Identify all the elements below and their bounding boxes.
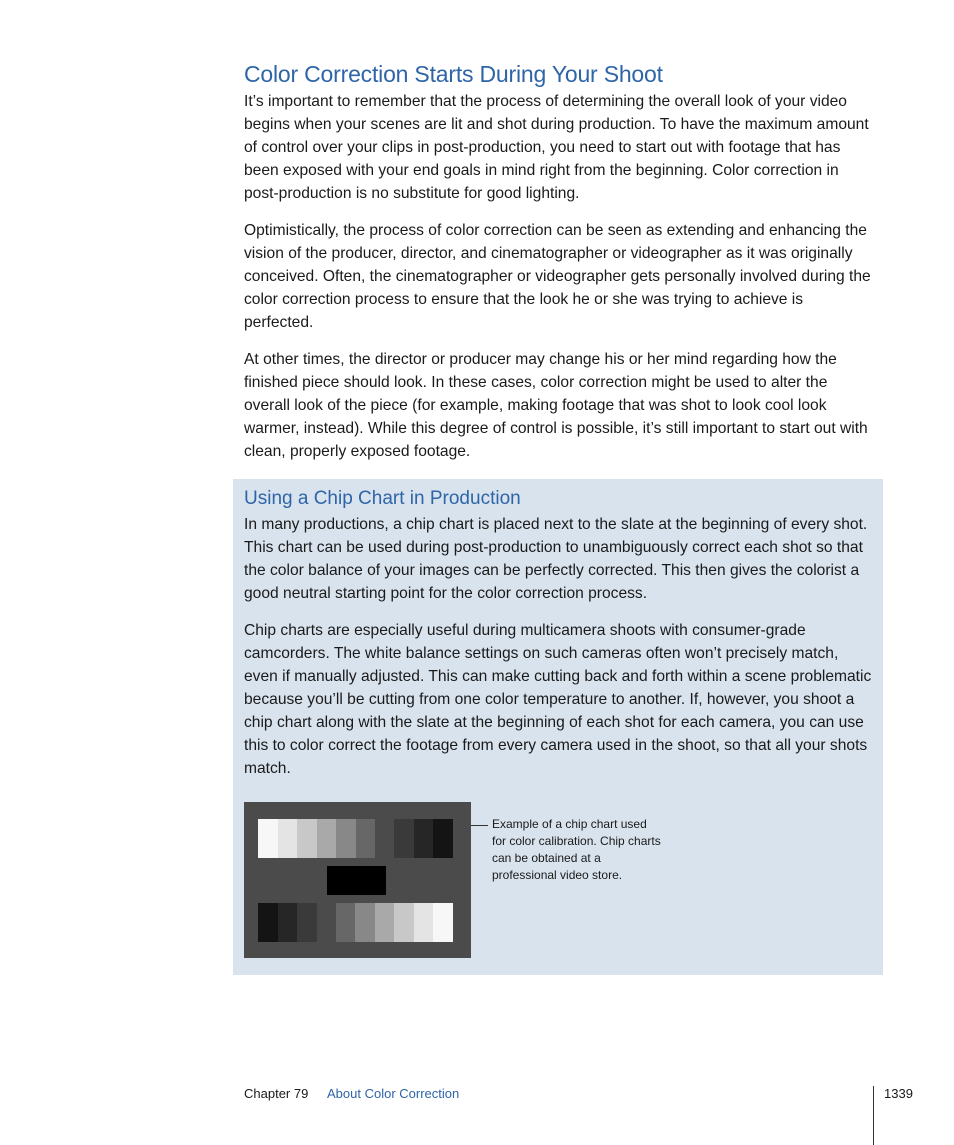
gray-chip xyxy=(355,903,375,942)
chip-chart-image xyxy=(244,802,471,958)
chip-chart-black-patch xyxy=(327,866,386,895)
gray-chip xyxy=(414,819,434,858)
gray-chip xyxy=(375,903,395,942)
sidebar-title: Using a Chip Chart in Production xyxy=(244,488,521,509)
body-paragraph-2: Optimistically, the process of color correction can be seen as extending and enhancing the vision of the producer, director, and cinematographer or videographer as it was originally conceived. Often, the cinematographer or videographer gets personally involved during the color correction process to ensure that the look he or she was trying to achieve is perfected. xyxy=(244,222,871,331)
gray-chip xyxy=(258,819,278,858)
gray-chip xyxy=(394,819,414,858)
gray-chip xyxy=(336,903,356,942)
gray-chip xyxy=(433,819,453,858)
figure-caption: Example of a chip chart used for color calibration. Chip charts can be obtained at a professional video store. xyxy=(492,817,661,882)
gray-chip xyxy=(394,903,414,942)
gray-chip xyxy=(258,903,278,942)
footer-chapter-title: About Color Correction xyxy=(327,1086,460,1101)
gray-chip xyxy=(297,903,317,942)
gray-chip xyxy=(356,819,376,858)
body-paragraph-1: It’s important to remember that the process of determining the overall look of your video begins when your scenes are lit and shot during production. To have the maximum amount of control over your clips in post-production, you need to start out with footage that has been exposed with your end goals in mind right from the beginning. Color correction in post-production is no substitute for good lighting. xyxy=(244,93,869,202)
gray-chip xyxy=(297,819,317,858)
gray-chip xyxy=(278,903,298,942)
footer-chapter-label: Chapter 79 xyxy=(244,1086,309,1101)
gray-chip xyxy=(414,903,434,942)
gray-chip xyxy=(278,819,298,858)
gray-chip xyxy=(336,819,356,858)
page-title: Color Correction Starts During Your Shoot xyxy=(244,61,663,87)
sidebar-paragraph-2: Chip charts are especially useful during multicamera shoots with consumer-grade camcorders. The white balance settings on such cameras often won’t precisely match, even if manually adjusted. This can make cutting back and forth within a scene problematic because you’ll be cutting from one color temperature to another. If, however, you shoot a chip chart along with the slate at the beginning of each shot for each camera, you can use this to color correct the footage from every camera used in the shoot, so that all your shots match. xyxy=(244,622,872,777)
sidebar-paragraph-1: In many productions, a chip chart is placed next to the slate at the beginning of every shot. This chart can be used during post-production to unambiguously correct each shot so that the color balance of your images can be perfectly corrected. This then gives the colorist a good neutral starting point for the color correction process. xyxy=(244,516,868,602)
chip-gap xyxy=(317,903,336,942)
page-number: 1339 xyxy=(884,1086,913,1101)
footer-divider xyxy=(873,1086,874,1145)
chip-row-bottom xyxy=(258,903,453,942)
gray-chip xyxy=(433,903,453,942)
caption-leader-line xyxy=(471,825,488,826)
gray-chip xyxy=(317,819,337,858)
body-paragraph-3: At other times, the director or producer may change his or her mind regarding how the finished piece should look. In these cases, color correction might be used to alter the overall look of the piece (for example, making footage that was shot to look cool look warmer, instead). While this degree of control is possible, it’s still important to start out with clean, properly exposed footage. xyxy=(244,351,868,460)
chip-gap xyxy=(375,819,394,858)
chip-row-top xyxy=(258,819,453,858)
